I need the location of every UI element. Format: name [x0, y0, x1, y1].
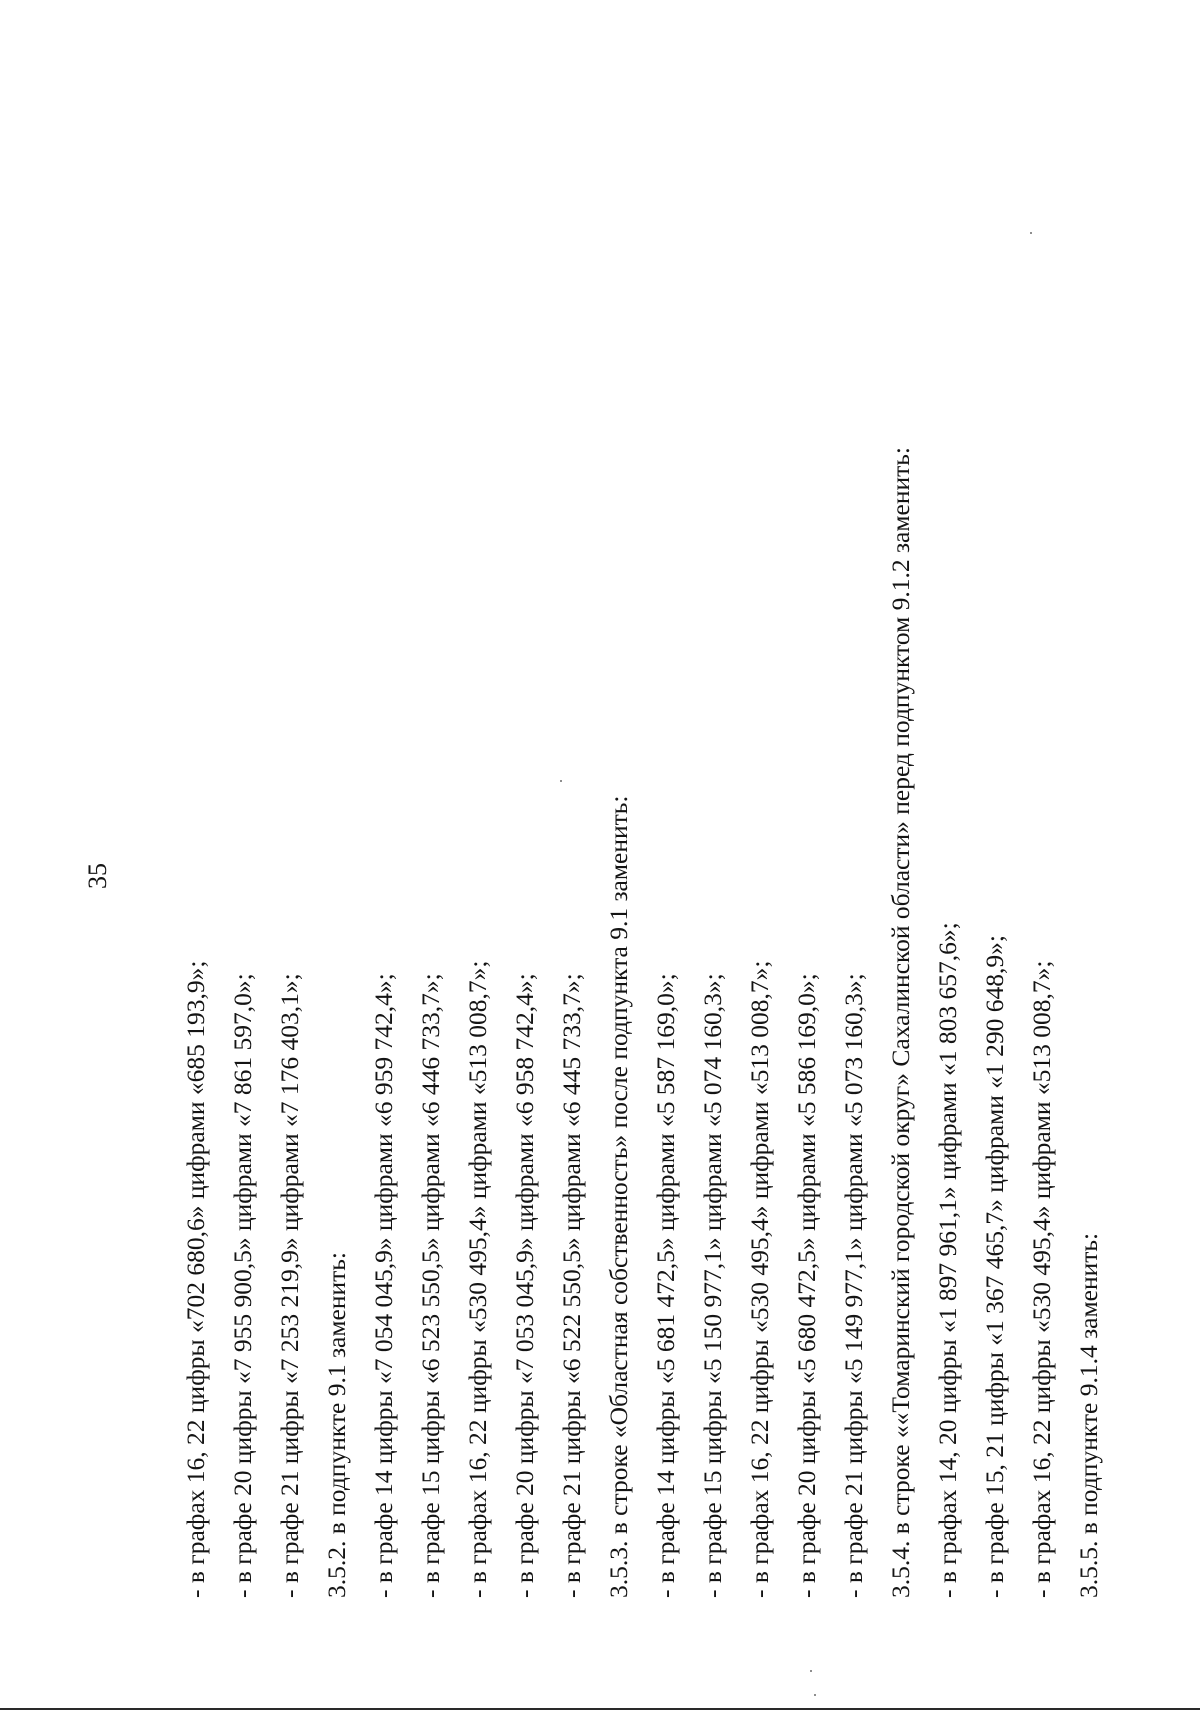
text-line: - в графах 16, 22 цифры «702 680,6» цифрами «685 193,9»;	[181, 960, 210, 1598]
text-line: - в графе 15, 21 цифры «1 367 465,7» цифрами «1 290 648,9»;	[980, 935, 1009, 1598]
text-line: - в графах 16, 22 цифры «530 495,4» цифрами «513 008,7»;	[1027, 960, 1056, 1598]
text-line: - в графе 21 цифры «6 522 550,5» цифрами «6 445 733,7»;	[557, 973, 586, 1598]
text-line: - в графе 21 цифры «7 253 219,9» цифрами «7 176 403,1»;	[275, 973, 304, 1598]
text-line: - в графе 20 цифры «5 680 472,5» цифрами «5 586 169,0»;	[792, 973, 821, 1598]
scan-speck	[814, 1694, 816, 1696]
page-number-text: 35	[83, 863, 112, 889]
text-line: - в графе 15 цифры «6 523 550,5» цифрами «6 446 733,7»;	[416, 973, 445, 1598]
text-line: - в графе 21 цифры «5 149 977,1» цифрами «5 073 160,3»;	[839, 973, 868, 1598]
text-line: - в графе 14 цифры «5 681 472,5» цифрами «5 587 169,0»;	[651, 973, 680, 1598]
section-heading: 3.5.2. в подпункте 9.1 заменить:	[322, 1252, 351, 1598]
text-line: - в графах 16, 22 цифры «530 495,4» цифрами «513 008,7»;	[463, 960, 492, 1598]
section-heading: 3.5.5. в подпункте 9.1.4 заменить:	[1074, 1232, 1103, 1598]
text-line: - в графе 15 цифры «5 150 977,1» цифрами «5 074 160,3»;	[698, 973, 727, 1598]
document-body	[172, 298, 1112, 1598]
text-line: - в графах 16, 22 цифры «530 495,4» цифрами «513 008,7»;	[745, 960, 774, 1598]
page-bottom-edge	[0, 1708, 1200, 1710]
section-heading: 3.5.3. в строке «Областная собственность» после подпункта 9.1 заменить:	[604, 795, 633, 1598]
text-line: - в графе 20 цифры «7 053 045,9» цифрами «6 958 742,4»;	[510, 973, 539, 1598]
scan-speck	[1030, 232, 1032, 234]
section-heading: 3.5.4. в строке ««Томаринский городской округ» Сахалинской области» перед подпунктом 9.1.2 заменить:	[886, 447, 915, 1598]
scan-speck	[810, 1670, 812, 1672]
text-line: - в графе 14 цифры «7 054 045,9» цифрами «6 959 742,4»;	[369, 973, 398, 1598]
scan-speck	[560, 780, 562, 782]
text-line: - в графах 14, 20 цифры «1 897 961,1» цифрами «1 803 657,6»;	[933, 922, 962, 1598]
text-line: - в графе 20 цифры «7 955 900,5» цифрами «7 861 597,0»;	[228, 973, 257, 1598]
